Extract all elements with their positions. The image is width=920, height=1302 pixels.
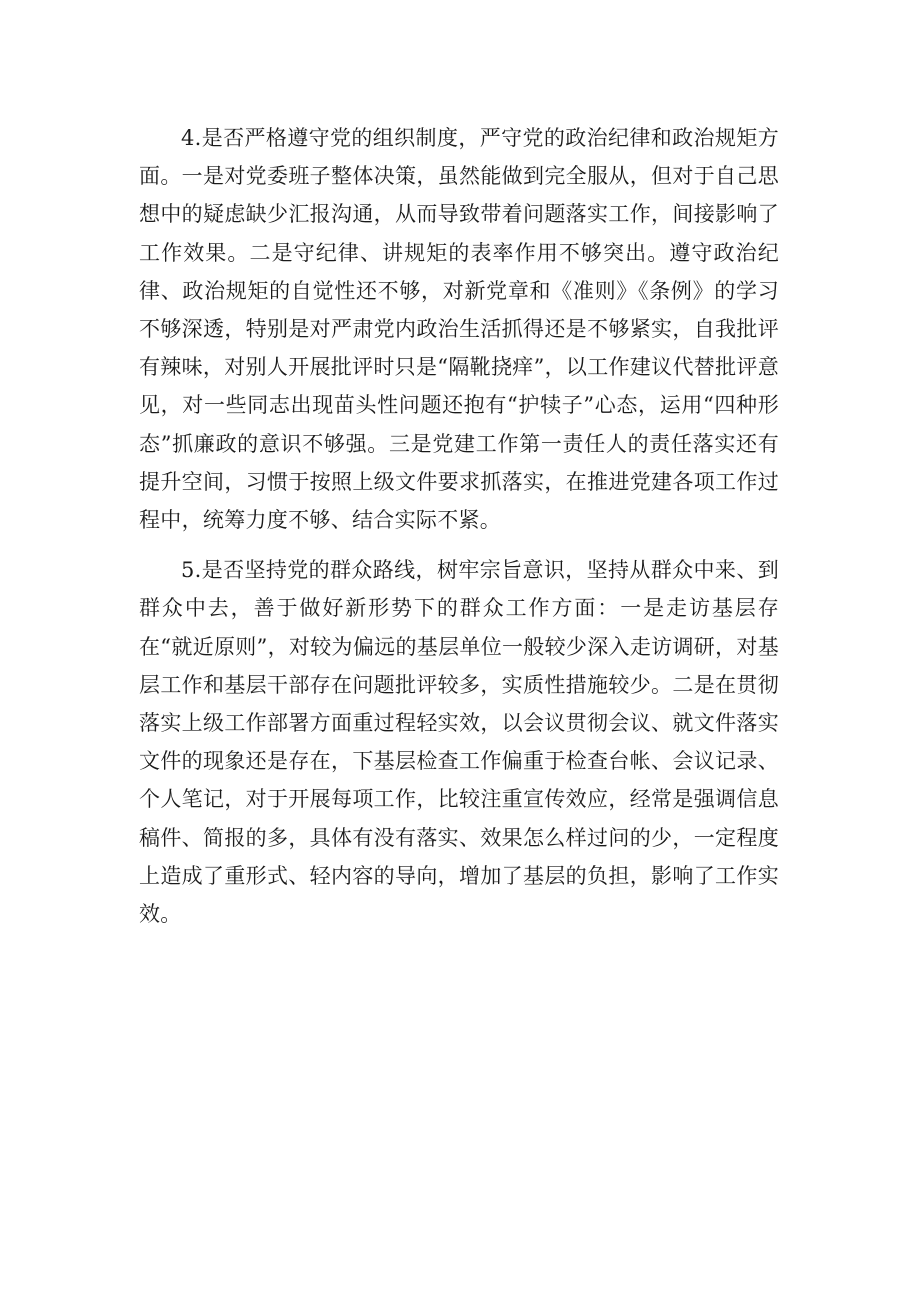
document-body [139, 119, 779, 933]
paragraph-item-5: 5.是否坚持党的群众路线，树牢宗旨意识，坚持从群众中来、到群众中去，善于做好新形势下的群众工作方面：一是走访基层存在“就近原则”，对较为偏远的基层单位一般较少深入走访调研，对基层工作和基层干部存在问题批评较多，实质性措施较少。二是在贯彻落实上级工作部署方面重过程轻实效，以会议贯彻会议、就文件落实文件的现象还是存在，下基层检查工作偏重于检查台帐、会议记录、个人笔记，对于开展每项工作，比较注重宣传效应，经常是强调信息稿件、简报的多，具体有没有落实、效果怎么样过问的少，一定程度上造成了重形式、轻内容的导向，增加了基层的负担，影响了工作实效。 [139, 558, 779, 927]
paragraph-item-4: 4.是否严格遵守党的组织制度，严守党的政治纪律和政治规矩方面。一是对党委班子整体决策，虽然能做到完全服从，但对于自己思想中的疑虑缺少汇报沟通，从而导致带着问题落实工作，间接影响了工作效果。二是守纪律、讲规矩的表率作用不够突出。遵守政治纪律、政治规矩的自觉性还不够，对新党章和《准则》《条例》的学习不够深透，特别是对严肃党内政治生活抓得还是不够紧实，自我批评有辣味，对别人开展批评时只是“隔靴挠痒”，以工作建议代替批评意见，对一些同志出现苗头性问题还抱有“护犊子”心态，运用“四种形态”抓廉政的意识不够强。三是党建工作第一责任人的责任落实还有提升空间，习惯于按照上级文件要求抓落实，在推进党建各项工作过程中，统筹力度不够、结合实际不紧。 [139, 126, 779, 533]
